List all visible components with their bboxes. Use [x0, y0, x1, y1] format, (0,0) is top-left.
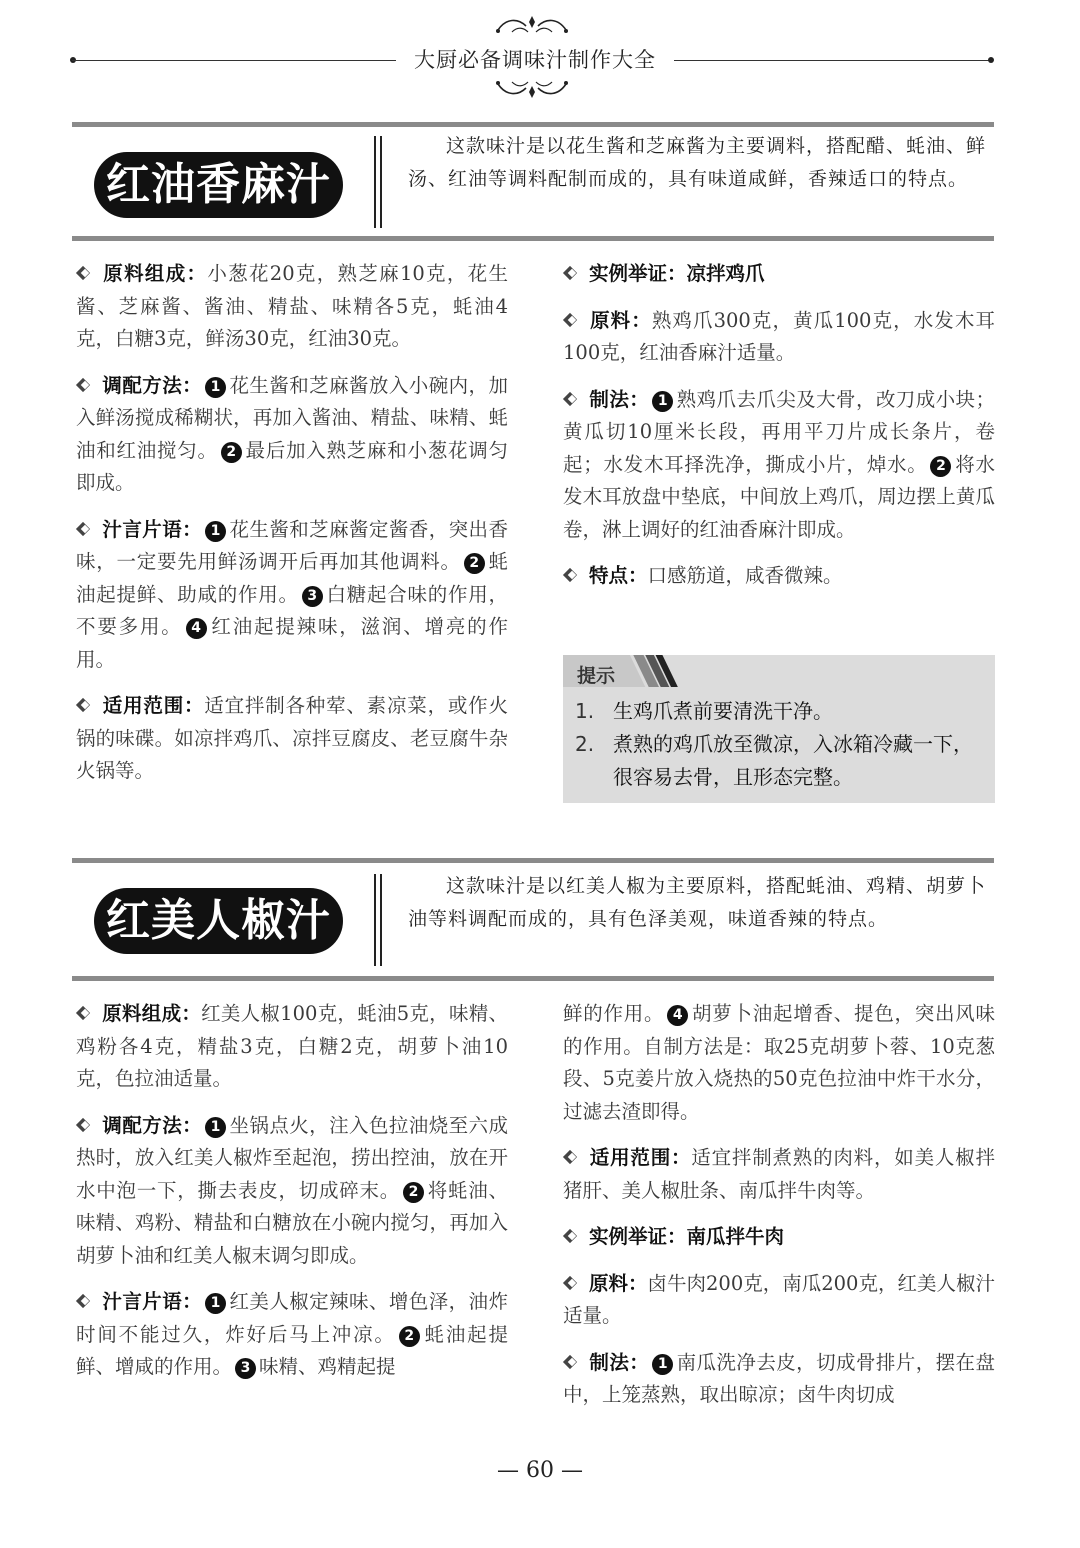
scope-text: 适宜拌制各种荤、素凉菜，或作火锅的味碟。如凉拌鸡爪、凉拌豆腐皮、老豆腐牛杂火锅等。: [76, 694, 508, 782]
section-1-banner: [72, 122, 994, 244]
method-label: 调配方法：: [102, 1113, 203, 1137]
header-rule-right: [674, 60, 992, 61]
scope-paragraph: [76, 690, 508, 788]
header-rule-left: [72, 60, 396, 61]
materials-text: 熟鸡爪300克，黄瓜100克，水发木耳100克，红油香麻汁适量。: [563, 308, 995, 364]
section-2-title: [94, 888, 343, 954]
note-item: 花生酱和芝麻酱定酱香，突出香味，一定要先用鲜汤调开后再加其他调料。: [76, 517, 508, 573]
materials-paragraph: [563, 305, 995, 370]
note-item: 味精、鸡精起提: [259, 1355, 396, 1378]
method-step: 坐锅点火，注入色拉油烧至六成热时，放入红美人椒炸至起泡，捞出控油，放在开水中泡一下，撕去表皮，切成碎末。: [76, 1113, 508, 1202]
step-number-icon: 1: [205, 377, 226, 398]
notes-label: 汁言片语：: [102, 1290, 203, 1313]
step-number-icon: 1: [205, 1293, 226, 1314]
method-step: 熟鸡爪去爪尖及大骨，改刀成小块；黄瓜切10厘米长段，再用平刀片成长条片，卷起；水发木耳择洗净，撕成小片，焯水。: [563, 387, 995, 476]
section-2-banner: [72, 858, 994, 984]
note-item: 蚝油起提鲜、增咸的作用。: [76, 1322, 508, 1378]
step-number-icon: 4: [186, 618, 207, 639]
section-1-left-column: [76, 258, 508, 802]
diamond-bullet-icon: [563, 1151, 581, 1163]
diamond-bullet-icon: [563, 569, 581, 581]
example-label: 实例举证：: [589, 1225, 687, 1248]
diamond-bullet-icon: [76, 523, 94, 535]
section-2-right-column: [563, 998, 995, 1426]
title-char: 麻: [241, 159, 286, 210]
materials-text: 卤牛肉200克，南瓜200克，红美人椒汁适量。: [563, 1271, 995, 1327]
tip-list: [575, 695, 985, 794]
banner-rule-bottom: [72, 976, 994, 981]
step-number-icon: 2: [464, 553, 485, 574]
feature-text: 口感筋道，咸香微辣。: [647, 564, 843, 587]
materials-paragraph: [563, 1268, 995, 1333]
banner-rule-top: [72, 858, 994, 863]
materials-label: 原料：: [589, 1271, 648, 1295]
ingredients-label: 原料组成：: [102, 262, 208, 285]
note-item: 红油起提辣味，滋润、增亮的作用。: [76, 615, 508, 671]
tip-item-number: 1.: [575, 699, 595, 723]
notes-paragraph: [76, 1286, 508, 1384]
diamond-bullet-icon: [563, 1356, 581, 1368]
diamond-bullet-icon: [76, 1295, 94, 1307]
materials-label: 原料：: [589, 308, 652, 332]
title-char: 椒: [241, 895, 286, 946]
recipe-method-paragraph: [563, 1347, 995, 1412]
method-step: 将水发木耳放盘中垫底，中间放上鸡爪，周边摆上黄瓜卷，淋上调好的红油香麻汁即成。: [563, 452, 995, 541]
running-header: [72, 12, 992, 102]
title-char: 汁: [286, 895, 331, 946]
section-1-right-column: [563, 258, 995, 607]
step-number-icon: 1: [652, 1354, 673, 1375]
feature-label: 特点：: [589, 564, 648, 587]
notes-label: 汁言片语：: [102, 517, 203, 541]
section-2-intro: 这款味汁是以红美人椒为主要原料，搭配蚝油、鸡精、胡萝卜油等料调配而成的，具有色泽美观，味道香辣的特点。: [408, 875, 987, 930]
example-label: 实例举证：: [589, 262, 687, 285]
scope-label: 适用范围：: [589, 1146, 692, 1169]
step-number-icon: 4: [667, 1005, 688, 1026]
tip-label: 提示: [577, 665, 616, 687]
note-item: 鲜的作用。: [563, 1002, 665, 1025]
title-char: 香: [196, 159, 241, 210]
banner-divider: [374, 874, 376, 966]
title-char: 红: [106, 159, 151, 210]
diamond-bullet-icon: [76, 379, 94, 391]
step-number-icon: 2: [930, 456, 951, 477]
diamond-bullet-icon: [76, 267, 94, 279]
method-step: 花生酱和芝麻酱放入小碗内，加入鲜汤搅成稀糊状，再加入酱油、精盐、味精、蚝油和红油搅匀。: [76, 373, 508, 462]
example-dish: 凉拌鸡爪: [686, 262, 765, 285]
tip-box: [563, 655, 995, 803]
tip-item-number: 2.: [575, 732, 595, 756]
page-number: — 60 —: [497, 1458, 583, 1483]
ingredients-label: 原料组成：: [102, 1002, 202, 1025]
example-paragraph: [563, 1221, 995, 1254]
step-number-icon: 2: [399, 1326, 420, 1347]
title-char: 美: [151, 895, 196, 946]
section-2-left-column: [76, 998, 508, 1398]
notes-continued-paragraph: [563, 998, 995, 1128]
step-number-icon: 2: [403, 1182, 424, 1203]
banner-rule-bottom: [72, 236, 994, 241]
running-title: 大厨必备调味汁制作大全: [414, 48, 656, 72]
feature-paragraph: [563, 560, 995, 593]
method-step: 最后加入熟芝麻和小葱花调匀即成。: [76, 438, 508, 494]
rule-dot-right: [988, 57, 994, 63]
step-number-icon: 1: [205, 521, 226, 542]
method-paragraph: [76, 1110, 508, 1273]
tip-item-text: 煮熟的鸡爪放至微凉，入冰箱冷藏一下，很容易去骨，且形态完整。: [613, 732, 973, 789]
ornament-top-icon: [492, 12, 572, 40]
diamond-bullet-icon: [563, 1277, 581, 1289]
note-item: 红美人椒定辣味、增色泽，油炸时间不能过久，炸好后马上冲凉。: [76, 1290, 508, 1346]
scope-paragraph: [563, 1142, 995, 1207]
title-char: 红: [106, 895, 151, 946]
tip-item: [575, 695, 985, 728]
scope-label: 适用范围：: [102, 694, 205, 717]
note-item: 蚝油起提鲜、助咸的作用。: [76, 550, 508, 606]
step-number-icon: 2: [221, 442, 242, 463]
method-step: 南瓜洗净去皮，切成骨排片，摆在盘中，上笼蒸熟，取出晾凉；卤牛肉切成: [563, 1350, 995, 1406]
tip-item-text: 生鸡爪煮前要清洗干净。: [613, 699, 833, 723]
recipe-method-label: 制法：: [589, 387, 650, 411]
section-1-intro: 这款味汁是以花生酱和芝麻酱为主要调料，搭配醋、蚝油、鲜汤、红油等调料配制而成的，具有味道咸鲜，香辣适口的特点。: [408, 135, 987, 190]
method-step: 将蚝油、味精、鸡粉、精盐和白糖放在小碗内搅匀，再加入胡萝卜油和红美人椒末调匀即成。: [76, 1178, 508, 1267]
diamond-bullet-icon: [563, 1230, 581, 1242]
example-paragraph: [563, 258, 995, 291]
diamond-bullet-icon: [76, 699, 94, 711]
title-char: 人: [196, 895, 241, 946]
step-number-icon: 3: [235, 1358, 256, 1379]
notes-paragraph: [76, 514, 508, 677]
ingredients-paragraph: [76, 998, 508, 1096]
banner-divider: [380, 874, 382, 966]
banner-divider: [374, 136, 376, 228]
step-number-icon: 1: [652, 391, 673, 412]
ingredients-paragraph: [76, 258, 508, 356]
note-item: 白糖起合味的作用，不要多用。: [76, 582, 508, 638]
diamond-bullet-icon: [76, 1119, 94, 1131]
recipe-method-paragraph: [563, 384, 995, 547]
method-label: 调配方法：: [102, 373, 203, 397]
banner-divider: [380, 136, 382, 228]
tip-item: [575, 728, 985, 794]
scope-text: 适宜拌制煮熟的肉料，如美人椒拌猪肝、美人椒肚条、南瓜拌牛肉等。: [563, 1146, 995, 1202]
title-char: 汁: [286, 159, 331, 210]
step-number-icon: 3: [302, 586, 323, 607]
step-number-icon: 1: [205, 1117, 226, 1138]
recipe-method-label: 制法：: [589, 1350, 650, 1374]
banner-rule-top: [72, 122, 994, 127]
diamond-bullet-icon: [563, 393, 581, 405]
example-dish: 南瓜拌牛肉: [686, 1225, 785, 1248]
method-paragraph: [76, 370, 508, 500]
diamond-bullet-icon: [563, 267, 581, 279]
ingredients-text: 小葱花20克，熟芝麻10克，花生酱、芝麻酱、酱油、精盐、味精各5克，蚝油4克，白糖3克，鲜汤30克，红油30克。: [76, 262, 508, 350]
note-item: 胡萝卜油起增香、提色，突出风味的作用。自制方法是：取25克胡萝卜蓉、10克葱段、5克姜片放入烧热的50克色拉油中炸干水分，过滤去渣即得。: [563, 1002, 995, 1123]
title-char: 油: [151, 159, 196, 210]
section-1-title: [94, 152, 343, 218]
ingredients-text: 红美人椒100克，蚝油5克，味精、鸡粉各4克，精盐3克，白糖2克，胡萝卜油10克，色拉油适量。: [76, 1002, 508, 1090]
ornament-bottom-icon: [492, 74, 572, 102]
diamond-bullet-icon: [76, 1007, 94, 1019]
diamond-bullet-icon: [563, 314, 581, 326]
